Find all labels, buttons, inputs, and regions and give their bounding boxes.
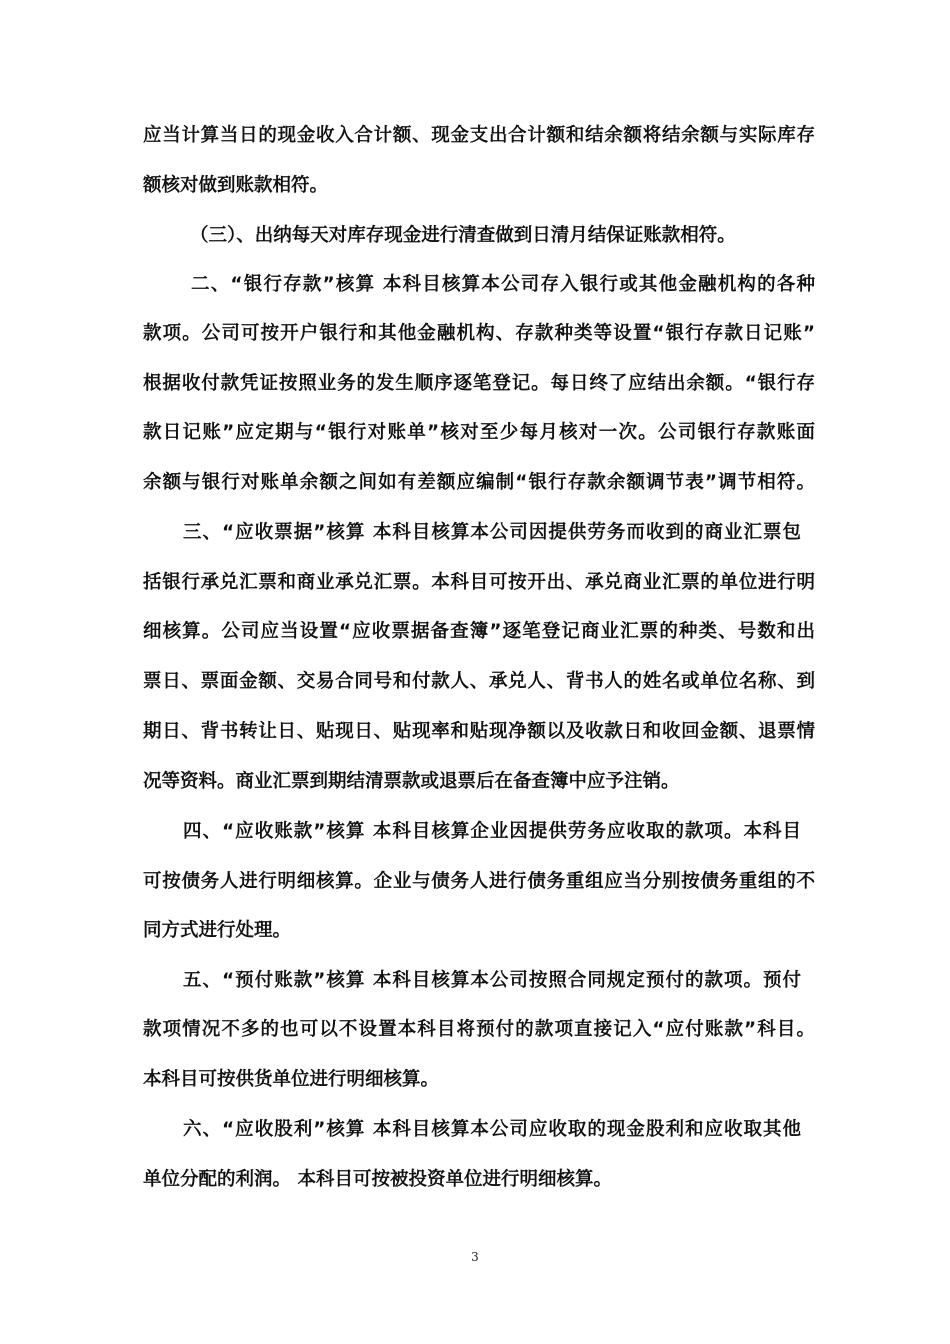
paragraph-line: 五、“预付账款”核算 本科目核算本公司按照合同规定预付的款项。预付 — [183, 970, 801, 991]
paragraph-line: 额核对做到账款相符。 — [143, 175, 329, 196]
paragraph-line: 期日、背书转让日、贴现日、贴现率和贴现净额以及收款日和收回金额、退票情 — [143, 721, 815, 742]
paragraph-line: 应当计算当日的现金收入合计额、现金支出合计额和结余额将结余额与实际库存 — [143, 125, 815, 146]
paragraph-line: 同方式进行处理。 — [143, 920, 292, 941]
paragraph-line: 根据收付款凭证按照业务的发生顺序逐笔登记。每日终了应结出余额。“银行存 — [143, 373, 815, 394]
paragraph-line: （三）、出纳每天对库存现金进行清查做到日清月结保证账款相符。 — [190, 225, 736, 246]
paragraph-line: 括银行承兑汇票和商业承兑汇票。本科目可按开出、承兑商业汇票的单位进行明 — [143, 572, 815, 593]
paragraph-line: 单位分配的利润。 本科目可按被投资单位进行明细核算。 — [143, 1169, 612, 1190]
paragraph-line: 本科目可按供货单位进行明细核算。 — [143, 1069, 440, 1090]
paragraph-line: 六、“应收股利”核算 本科目核算本公司应收取的现金股利和应收取其他 — [183, 1119, 801, 1140]
paragraph-line: 四、“应收账款”核算 本科目核算企业因提供劳务应收取的款项。本科目 — [183, 821, 801, 842]
paragraph-line: 三、“应收票据”核算 本科目核算本公司因提供劳务而收到的商业汇票包 — [183, 522, 801, 543]
paragraph-line: 二、“银行存款”核算 本科目核算本公司存入银行或其他金融机构的各种 — [191, 274, 815, 295]
paragraph-line: 细核算。公司应当设置“应收票据备查簿”逐笔登记商业汇票的种类、号数和出 — [143, 621, 815, 642]
paragraph-line: 可按债务人进行明细核算。企业与债务人进行债务重组应当分别按债务重组的不 — [143, 871, 815, 892]
paragraph-line: 款日记账”应定期与“银行对账单”核对至少每月核对一次。公司银行存款账面 — [143, 422, 815, 443]
paragraph-line: 款项。公司可按开户银行和其他金融机构、存款种类等设置“银行存款日记账” — [143, 323, 815, 344]
page-number: 3 — [471, 1250, 479, 1264]
paragraph-line: 况等资料。商业汇票到期结清票款或退票后在备查簿中应予注销。 — [143, 771, 680, 792]
paragraph-line: 票日、票面金额、交易合同号和付款人、承兑人、背书人的姓名或单位名称、到 — [143, 671, 815, 692]
paragraph-line: 款项情况不多的也可以不设置本科目将预付的款项直接记入“应付账款”科目。 — [143, 1019, 815, 1040]
paragraph-line: 余额与银行对账单余额之间如有差额应编制“银行存款余额调节表”调节相符。 — [143, 472, 815, 493]
